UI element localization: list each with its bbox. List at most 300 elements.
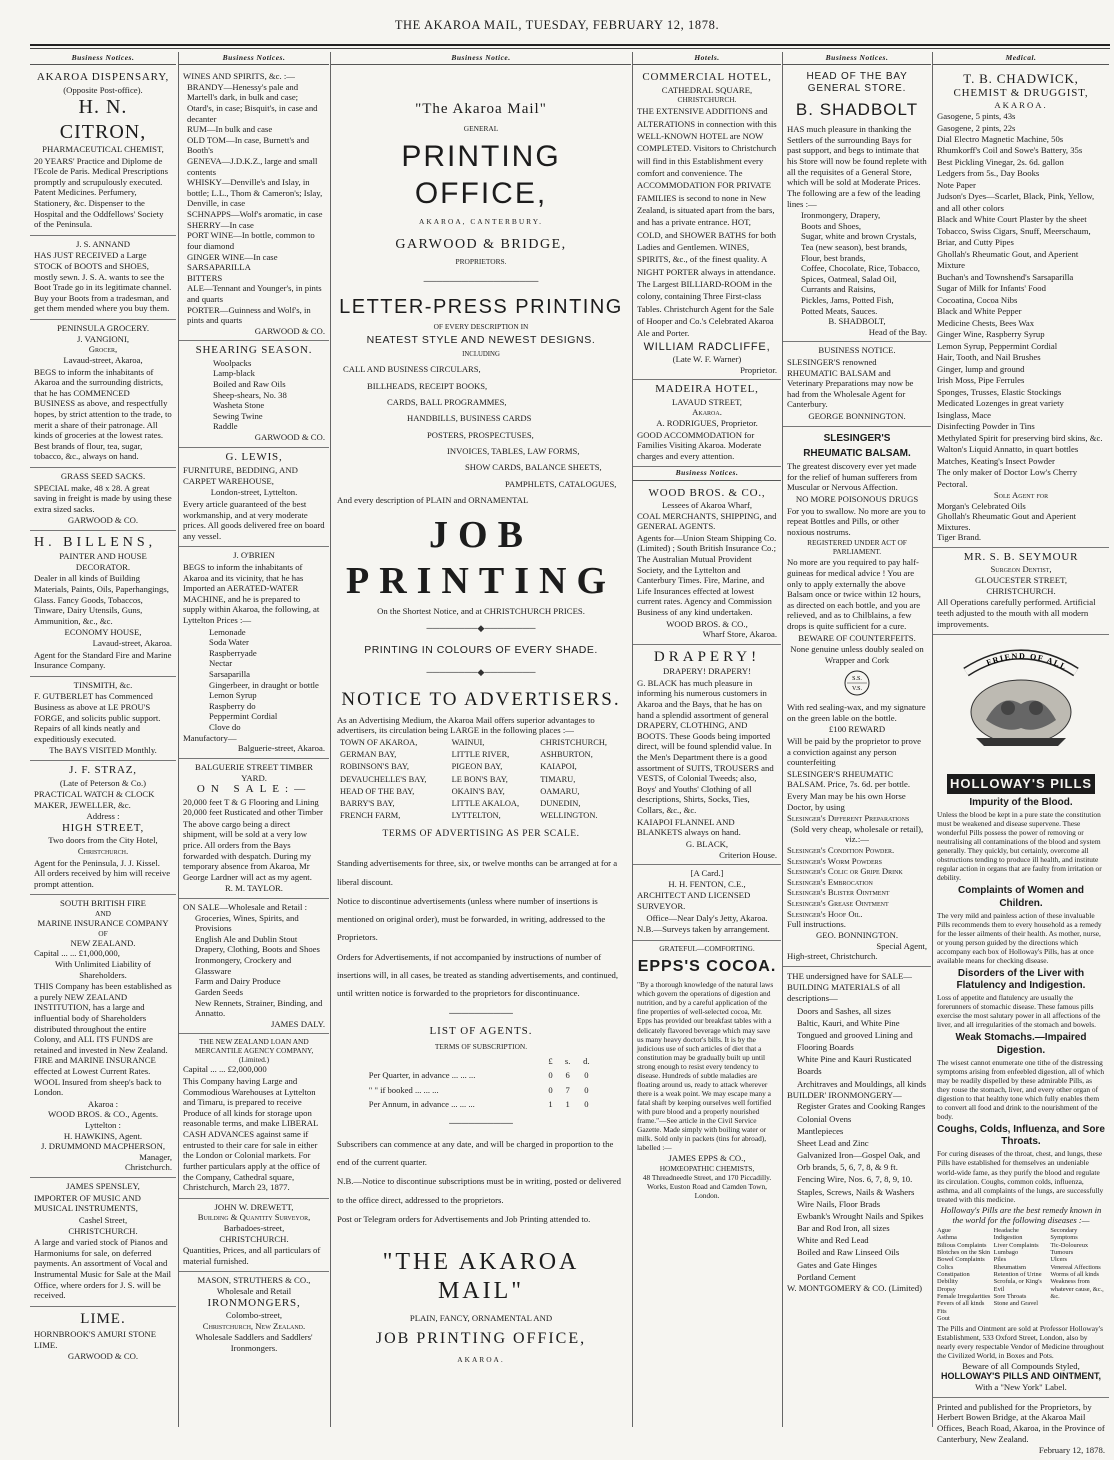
grocery-title: PENINSULA GROCERY. <box>56 323 150 334</box>
subscription-header-cell: £ <box>548 1055 553 1066</box>
disease-item: Secondary Symptoms <box>1050 1226 1078 1242</box>
imprint-text: Printed and published for the Proprietors, by Herbert Bowen Bridge, at the Akaroa Mail Offices, Beach Road, Akaroa, in the Province of Canterbury, New Zealand. <box>937 1401 1105 1444</box>
disease-item: Indigestion <box>993 1234 1023 1242</box>
job-printing-title: JOB PRINTING <box>345 513 617 602</box>
standing-note: Standing advertisements for three, six, or twelve months can be arranged at for a liberal discount. <box>337 858 618 887</box>
epps-addr: 48 Threadneedle Street, and 170 Piccadilly. Works, Euston Road and Camden Town, London. <box>642 1172 772 1200</box>
obrien-manuf: Manufactory— <box>183 732 237 743</box>
subscription-header-cell: s. <box>564 1055 571 1066</box>
wood-name: WOOD BROS. & CO., <box>648 486 766 499</box>
disease-column <box>1050 1227 1105 1323</box>
disease-item: Worms of all kinds <box>1050 1271 1099 1278</box>
subscription-header-row <box>366 1054 596 1068</box>
shearing-sign: GARWOOD & CO. <box>254 432 325 443</box>
vangioni-role: Grocer, <box>88 344 118 355</box>
place-label: AKAROA, CANTERBURY. <box>419 216 543 226</box>
grass-sign: GARWOOD & CO. <box>67 515 139 526</box>
places-body <box>337 737 625 823</box>
seymour-role: Surgeon Dentist, <box>990 564 1052 575</box>
ad-billens <box>30 531 176 677</box>
head-title: HEAD OF THE BAY GENERAL STORE. <box>806 71 908 95</box>
spensley-name: JAMES SPENSLEY, <box>66 1181 140 1192</box>
drewett-name: JOHN W. DREWETT, <box>214 1201 294 1212</box>
places-cell: KAIAPOI, <box>540 762 577 772</box>
lime-body: HORNBROOK'S AMURI STONE LIME. <box>34 1329 157 1350</box>
disease-columns <box>937 1227 1105 1323</box>
rb-reg: REGISTERED UNDER ACT OF PARLIAMENT. <box>807 538 907 557</box>
straz-city: Christchurch. <box>77 845 129 856</box>
mason-trade: IRONMONGERS, <box>207 1296 301 1309</box>
disease-column <box>937 1227 992 1323</box>
friend-text: FRIEND OF ALL <box>985 651 1069 673</box>
h5-heading: Coughs, Colds, Influenza, and Sore Throats. <box>937 1124 1105 1148</box>
printing-office-ad <box>331 68 631 1364</box>
wood-sign: WOOD BROS. & CO., <box>666 618 748 629</box>
every-desc: OF EVERY DESCRIPTION IN <box>433 322 529 332</box>
shadbolt-place: Head of the Bay. <box>868 326 927 337</box>
subscription-cell: 0 <box>584 1099 589 1110</box>
nzlm-body: This Company having Large and Commodious Warehouses at Lyttelton and Timaru, is prepared to receive Produce of all kinds for storage upon reasonable terms, and make LIBERAL CASH ADVANCES against same if entrusted to their care for sale in either the London or Colonial markets. For further particulars apply at the office of the Company, Cathedral square, Christchurch, March 23, 1877. <box>183 1076 320 1193</box>
card-label: [A Card.] <box>690 868 724 879</box>
disease-item: Blotches on the Skin <box>937 1248 991 1256</box>
fenton-office: Office—Near Daly's Jetty, Akaroa. <box>646 912 768 923</box>
commercial-body: THE EXTENSIVE ADDITIONS and ALTERATIONS in connection with this WELL-KNOWN HOTEL are NOW COMPLETED. Visitors to Christchurch will find in this Establishment every comfort and convenience. The ACCOMMODATION FOR PRIVATE FAMILIES is second to none in New Zealand, is situated apart from the bars, and has a private entrance. HOT, COLD, and SHOWER BATHS for both Ladies and Gentlemen. WINES, SPIRITS, &c., of the finest quality. A NIGHT PORTER always in attendance. The Largest BILLIARD-ROOM in the colony, containing Three First-class Tables. Christchurch Agent for the Sale of Hooper and Co.'s Celebrated Akaroa Ale and Porter. <box>637 106 777 339</box>
rb-sold: (Sold very cheap, wholesale or retail), viz.:— <box>790 823 924 845</box>
places-row <box>337 761 625 773</box>
rb-list: Slesinger's Condition Powder. Slesinger's Worm Powders Slesinger's Colic or Gripe Drink Slesinger's Embrocation Slesinger's Blister Ointment Slesinger's Grease Ointment Slesinger's Hoof Oil. <box>787 845 903 919</box>
places-cell: LITTLE RIVER, <box>451 750 510 760</box>
divider-ornament: ────────◆──────── <box>426 622 536 633</box>
citron-body: 20 YEARS' Practice and Diplome de l'Ecole de Paris. Medical Prescriptions promptly and scrupulously executed. Patent Medicines. Perfumery, Stationery, &c. Dispenser to the Hospital and the Oddfellows' Society of the Peninsula. <box>34 155 169 230</box>
sbfm-lyttelton: Lyttelton : <box>85 1120 121 1131</box>
ad-holloway <box>933 635 1109 1398</box>
rb-beware: BEWARE OF COUNTERFEITS. <box>798 632 916 643</box>
madeira-prop: A. RODRIGUES, Proprietor. <box>656 417 758 428</box>
lewis-name: G. LEWIS, <box>225 450 283 463</box>
section-header: Medical. <box>933 52 1109 65</box>
ad-grocery <box>30 320 176 468</box>
citron-name: H. N. CITRON, <box>59 96 147 143</box>
drapery-sign: G. BLACK, <box>685 838 729 849</box>
annand-body: HAS JUST RECEIVED a Large STOCK of BOOTS and SHOES, mostly sewn. J. S. A. wants to see the Boot Trade go in its legitimate channel. Buy your Boots from a tradesman, and get them mended where you buy them. <box>34 250 172 314</box>
sbfm-agents2: H. HAWKINS, Agent. <box>63 1130 143 1141</box>
places-row <box>337 749 625 761</box>
nzlm-capital <box>183 1064 325 1075</box>
lewis-note: Every article guaranteed of the best workmanship, and at very moderate prices. All goods delivered free on board any vessel. <box>183 498 325 541</box>
places-cell: CHRISTCHURCH, <box>540 737 607 747</box>
places-row <box>337 798 625 810</box>
disease-item: Tumours <box>1050 1248 1074 1256</box>
column-4 <box>632 52 781 1427</box>
places-cell: GERMAN BAY, <box>340 750 397 760</box>
proprietors-name: GARWOOD & BRIDGE, <box>395 236 567 252</box>
ad-fenton <box>633 865 781 941</box>
ad-daly <box>179 899 329 1034</box>
ad-wood-bros <box>633 484 781 645</box>
masthead: THE AKAROA MAIL, TUESDAY, FEBRUARY 12, 1878. <box>394 18 720 32</box>
madeira-city: Akaroa. <box>692 407 722 418</box>
fenton-name: H. H. FENTON, C.E., <box>668 878 746 889</box>
wines-title: WINES AND SPIRITS, &c. :— <box>183 71 295 82</box>
straz-body: PRACTICAL WATCH & CLOCK MAKER, JEWELLER, &c. <box>34 789 155 810</box>
vangioni-body: BEGS to inform the inhabitants of Akaroa and the surrounding districts, that he has COMMENCED BUSINESS as above, and respectfully hopes, by strict attention to the trade, to merit a share of their patronage. All kinds of groceries at the lowest rates. Best brands of flour, tea, sugar, tobacco, &c., always on hand. <box>34 366 172 462</box>
places-cell: LYTTELTON, <box>451 811 501 821</box>
seymour-body: All Operations carefully performed. Artificial teeth adjusted to the mouth with all modern improvements. <box>937 597 1096 629</box>
ad-commercial-hotel <box>633 68 781 380</box>
drewett-role: Building & Quantity Surveyor, <box>197 1212 311 1223</box>
drewett-note: Quantities, Prices, and all particulars of material furnished. <box>183 1245 321 1266</box>
bm-list2: Register Grates and Cooking Ranges Colonial Ovens Mantlepieces Sheet Lead and Zinc Galvanized Iron—Gospel Oak, and Orb brands, 5, 6, 7, 8, & 9 ft. Fencing Wire, Nos. 6, 7, 8, 9, 10. Staples, Screws, Nails & Washers Wire Nails, Floor Brads Ewbank's Wrought Nails and Spikes Bar and Rod Iron, all sizes White and Red Lead Boiled and Raw Linseed Oils Gates and Gate Hinges Portland Cement <box>797 1101 926 1282</box>
madeira-addr: LAVAUD STREET, <box>672 396 742 407</box>
h3-heading: Disorders of the Liver with Flatulency and Indigestion. <box>956 967 1086 992</box>
chadwick-name: T. B. CHADWICK, <box>963 71 1079 87</box>
nzlm-capital-value: £2,000,000 <box>227 1064 267 1075</box>
adv-intro: As an Advertising Medium, the Akaroa Mail offers superior advantages to advertisers, its circulation being LARGE in the following places :— <box>337 714 595 736</box>
ad-chadwick <box>933 68 1109 548</box>
h6-heading: Holloway's Pills are the best remedy known in the world for the following diseases :— <box>940 1204 1102 1226</box>
rb-title2: RHEUMATIC BALSAM. <box>803 447 911 459</box>
column-2 <box>178 52 329 1427</box>
bm-list: Doors and Sashes, all sizes Baltic, Kauri, and White Pine Tongued and grooved Lining and Flooring Boards White Pine and Kauri Rusticated Boards Architraves and Mouldings, all kinds <box>797 1005 927 1089</box>
disease-item: Liver Complaints <box>993 1241 1039 1249</box>
lime-title: LIME. <box>80 1310 126 1327</box>
agents-title: LIST OF AGENTS. <box>429 1025 533 1038</box>
places-cell: HEAD OF THE BAY, <box>340 786 415 796</box>
disease-item: Debility <box>937 1278 958 1286</box>
seymour-name: MR. S. B. SEYMOUR <box>963 551 1079 564</box>
straz-name: J. F. STRAZ, <box>69 764 137 777</box>
madeira-name: MADEIRA HOTEL, <box>655 383 759 396</box>
printing-items <box>337 361 625 492</box>
disease-item: Female Irregularities <box>937 1293 991 1301</box>
ad-dispensary <box>30 68 176 236</box>
mason-role: Wholesale and Retail <box>216 1286 292 1296</box>
balguerie-body: 20,000 feet T & G Flooring and Lining 20,000 feet Rusticated and other Timber <box>183 796 323 818</box>
subscription-cell: 1 <box>548 1099 553 1110</box>
shadbolt-name: B. SHADBOLT <box>795 99 919 119</box>
imprint <box>933 1398 1109 1460</box>
citron-role: PHARMACEUTICAL CHEMIST, <box>42 143 164 154</box>
nzlm-limited: (Limited.) <box>238 1055 270 1065</box>
h-beware3: With a "New York" Label. <box>975 1382 1067 1393</box>
h-sold: The Pills and Ointment are sold at Professor Holloway's Establishment, 533 Oxford Street, London, also by nearly every respectable Vendor of Medicine throughout the Civilized World, in Boxes and Pots. <box>937 1323 1104 1360</box>
sbfm-capital-value: £1,000,000, <box>78 948 120 959</box>
balguerie-title: BALGUERIE STREET TIMBER YARD. <box>195 761 313 783</box>
ad-mason <box>179 1272 329 1358</box>
balguerie-sign: R. M. TAYLOR. <box>225 883 283 894</box>
imprint-date: February 12, 1878. <box>1038 1445 1105 1456</box>
rb-title1: SLESINGER'S <box>823 432 891 444</box>
straz-late: (Late of Peterson & Co.) <box>59 777 147 788</box>
bn-sign: GEORGE BONNINGTON. <box>808 411 906 422</box>
places-cell: PIGEON BAY, <box>451 762 503 772</box>
mason-city: Christchurch, New Zealand. <box>202 1320 306 1331</box>
ad-tinsmith <box>30 677 176 761</box>
ad-nzlm <box>179 1034 329 1198</box>
disease-item: Fevers of all kinds <box>937 1300 985 1308</box>
places-cell: BARRY'S BAY, <box>340 799 395 809</box>
sbfm-of: OF <box>98 928 108 938</box>
places-cell: FRENCH FARM, <box>340 811 401 821</box>
disease-item: Ague <box>937 1226 951 1234</box>
printing-item: POSTERS, PROSPECTUSES, <box>427 429 534 440</box>
section-header: Business Notices. <box>783 52 931 65</box>
wood-trade: COAL MERCHANTS, SHIPPING, and GENERAL AGENTS. <box>637 510 777 532</box>
ad-madeira-hotel <box>633 380 781 467</box>
obrien-name: J. O'BRIEN <box>233 550 275 561</box>
epps-title: EPPS'S COCOA. <box>637 957 777 975</box>
rb-drugs-body: For you to swallow. No more are you to repeat Bottles and Pills, or other noxious nostrums. <box>787 505 926 537</box>
disease-item: Bowel Complaints <box>937 1256 985 1264</box>
neatest-line: NEATEST STYLE AND NEWEST DESIGNS. <box>366 334 596 347</box>
seal-bottom: V.S. <box>852 685 862 692</box>
ad-spensley <box>30 1178 176 1307</box>
drewett-city: CHRISTCHURCH. <box>219 1233 289 1244</box>
h2-body: The very mild and painless action of these invaluable Pills recommends them to every household as a remedy for the lesser ailments of their health. As mother, nurse, or young person guided by the directions which accompany each box of Holloway's Pills, has at once available means for checking disease. <box>937 910 1102 965</box>
wines-list: BRANDY—Henessy's pale and Martell's dark, in bulk and case; Otard's, in case; Bisquit's, in case and decanter RUM—In bulk and case OLD TOM—In case, Burnett's and Booth's GENEVA—J.D.K.Z., large and small contents WHISKY—Denville's and Islay, in bottle; L.L., Thom & Cameron's; Islay, Denville, in case SCHNAPPS—Wolf's aromatic, in case SHERRY—In case PORT WINE—In bottle, common to four diamond GINGER WINE—In case SARSAPARILLA BITTERS ALE—Tennant and Younger's, in pints and quarts PORTER—Guinness and Wolf's, in pints and quarts <box>187 81 323 326</box>
places-cell: WELLINGTON. <box>540 811 598 821</box>
printing-item: CARDS, BALL PROGRAMMES, <box>387 396 507 407</box>
disease-column <box>994 1227 1049 1323</box>
divider-ornament: ────────────────── <box>423 275 539 286</box>
sbfm-manager: J. DRUMMOND MACPHERSON, <box>40 1141 166 1152</box>
bm-body: THE undersigned have for SALE— <box>787 970 912 981</box>
places-cell: DUNEDIN, <box>540 799 581 809</box>
nzlm-title: THE NEW ZEALAND LOAN AND MERCANTILE AGENCY COMPANY, <box>194 1037 314 1056</box>
masthead-rule-thin <box>30 48 1110 49</box>
ad-obrien <box>179 547 329 759</box>
obrien-addr: Balguerie-street, Akaroa. <box>237 743 325 754</box>
epps-body: "By a thorough knowledge of the natural laws which govern the operations of digestion and nutrition, and by a careful application of the fine properties of well-selected cocoa, Mr. Epps has provided our breakfast tables with a delicately flavored beverage which may save us many heavy doctor's bills. It is by the judicious use of such articles of diet that a constitution may be gradually built up until strong enough to resist every tendency to disease. Hundreds of subtle maladies are floating around us, ready to attack wherever there is a weak point. We may escape many a fatal shaft by keeping ourselves well fortified with pure blood and a properly nourished frame."—See article in the Civil Service Gazette. Made simply with boiling water or milk. Sold only in packets (tins for abroad), labelled :— <box>637 980 774 1152</box>
disease-item: Gout <box>937 1315 950 1323</box>
commercial-addr: CATHEDRAL SQUARE, <box>661 84 753 95</box>
h-beware: Beware of all Compounds Styled, <box>962 1360 1080 1371</box>
drapery-body: G. BLACK has much pleasure in informing his numerous customers in Akaroa and the Bays, that he has on hand a splendid assortment of general DRAPERY, CLOTHING, AND BOOTS. These Goods being imported direct, will be found splendid value. In the Men's Department there is a good assortment of SUITS, TROUSERS and VESTS, of Colonial Tweeds; also, Boys' and Youths' Clothing of all descriptions, Shirts, Socks, Ties, Collars, &c., &c. <box>637 677 774 816</box>
shadbolt-list: Ironmongery, Drapery, Boots and Shoes, Sugar, white and brown Crystals, Tea (new season), best brands, Flour, best brands, Coffee, Chocolate, Rice, Tobacco, Spices, Oatmeal, Salad Oil, Currants and Raisins, Pickles, Jams, Potted Fish, Potted Meats, Sauces. <box>801 210 920 316</box>
daly-list: Groceries, Wines, Spirits, and Provisions English Ale and Dublin Stout Drapery, Clothing, Boots and Shoes Ironmongery, Crockery and Glassware Farm and Dairy Produce Garden Seeds New Rennets, Strainer, Binding, and Annatto. <box>195 912 323 1019</box>
billens-house: ECONOMY HOUSE, <box>64 627 142 638</box>
section-header: Business Notices. <box>179 52 329 65</box>
disease-item: Tic-Doloureux <box>1050 1241 1089 1249</box>
masthead-rule <box>30 44 1110 46</box>
footer-name: "THE AKAROA MAIL" <box>382 1249 580 1305</box>
billens-body: Dealer in all kinds of Building Materials, Paints, Oils, Paperhangings, Glass. Fancy Goods, Tobaccos, Tinware, Dairy Utensils, Guns, Ammunition, &c., &c. <box>34 573 169 626</box>
dispensary-title: AKAROA DISPENSARY, <box>36 71 170 84</box>
bm-title: BUILDING MATERIALS of all descriptions— <box>787 982 901 1003</box>
mason-addr: Colombo-street, <box>225 1310 283 1321</box>
billens-addr: Lavaud-street, Akaroa. <box>92 638 172 648</box>
orders-note: Orders for Advertisements, if not accompanied by instructions of number of insertions will, in all cases, be treated as standing advertisements, and continued, until written notice is forwarded to the proprietors for discontinuance. <box>337 951 619 999</box>
shearing-title: SHEARING SEASON. <box>195 344 313 357</box>
chadwick-role: CHEMIST & DRUGGIST, <box>953 87 1089 99</box>
printing-item: BILLHEADS, RECEIPT BOOKS, <box>367 380 488 391</box>
annand-name: J. S. ANNAND <box>75 238 131 249</box>
ad-drapery <box>633 645 781 865</box>
holloway-illustration <box>946 642 1096 770</box>
ad-balguerie <box>179 759 329 899</box>
rb-reward-body: Will be paid by the proprietor to prove a conviction against any person counterfeiting <box>787 735 922 768</box>
disease-item: Constipation <box>937 1271 970 1278</box>
mason-name: MASON, STRUTHERS & CO., <box>197 1275 311 1286</box>
chadwick-list: Gasogene, 5 pints, 43s Gasogene, 2 pints, 22s Dial Electro Magnetic Machine, 50s Rhumkorff's Coil and Sowe's Battery, 35s Best Pickling Vinegar, 2s. 6d. gallon Ledgers from 5s., Day Books Note Paper Judson's Dyes—Scarlet, Black, Pink, Yellow, and all other colors Black and White Court Plaster by the sheet Tobacco, Swiss Cigars, Snuff, Meerschaum, Briar, and Cutty Pipes Ghollah's Rheumatic Gout, and Aperient Mixture Buchan's and Townshend's Sarsaparilla Sugar of Milk for Infants' Food Cocoatina, Cocoa Nibs Black and White Pepper Medicine Chests, Bees Wax Ginger Wine, Raspberry Syrup Lemon Syrup, Peppermint Cordial Hair, Tooth, and Nail Brushes Ginger, lump and ground Irish Moss, Pipe Ferrules Sponges, Trusses, Elastic Stockings Medicated Lozenges in great variety Isinglass, Mace Disinfecting Powder in Tins Methylated Spirit for preserving bird skins, &c. Walton's Liquid Annatto, in quart bottles Matches, Keating's Insect Powder The only maker of Doctor Low's Cherry Pectoral. <box>937 111 1103 489</box>
subscription-cell: 6 <box>565 1070 570 1081</box>
proprietors-label: PROPRIETORS. <box>455 256 507 266</box>
ad-annand <box>30 236 176 320</box>
ad-business-notice <box>783 342 931 426</box>
footer-job: JOB PRINTING OFFICE, <box>375 1330 587 1348</box>
discontinue-note: Notice to discontinue advertisements (unless where number of insertions is mentioned on original order), must be forwarded, in writing, addressed to the Proprietors. <box>337 895 606 943</box>
disease-item: Headache <box>993 1226 1019 1234</box>
rb-genuine: None genuine unless doubly sealed on Wrapper and Cork <box>790 644 924 665</box>
places-cell: OKAIN'S BAY, <box>451 786 505 796</box>
rb-full: Full instructions. <box>787 919 846 930</box>
rb-agent: Special Agent, <box>876 940 927 951</box>
subscription-cell: " " if booked ... ... ... <box>368 1084 439 1095</box>
footer-plain: PLAIN, FANCY, ORNAMENTAL AND <box>409 1312 553 1323</box>
paper-name: "The Akaroa Mail" <box>415 101 547 118</box>
disease-item: Lumbago <box>993 1248 1019 1256</box>
places-row <box>337 810 625 822</box>
commercial-late: (Late W. F. Warner) <box>672 354 742 365</box>
shortest-notice: On the Shortest Notice, and at CHRISTCHURCH PRICES. <box>377 606 585 617</box>
epps-sign: JAMES EPPS & CO., <box>668 1152 746 1163</box>
subs-nb: N.B.—Notice to discontinue subscriptions must be in writing, posted or delivered to the office direct, addressed to the proprietors. <box>337 1176 621 1205</box>
bm-iron: BUILDER' IRONMONGERY— <box>787 1089 902 1100</box>
seal-top: S.S. <box>852 675 862 682</box>
grass-body: SPECIAL make, 48 x 28. A great saving in freight is made by using these extra sized sacks. <box>34 482 172 514</box>
drapery-title: DRAPERY! <box>653 648 761 665</box>
rb-seal <box>787 669 927 700</box>
disease-item: Ulcers <box>1050 1256 1068 1264</box>
subscription-table <box>366 1054 596 1112</box>
bn-body: SLESINGER'S renowned RHEUMATIC BALSAM and Veterinary Preparations may now be had from the Wholesale Agent for Canterbury. <box>787 357 914 410</box>
spensley-addr: Cashel Street, <box>78 1214 128 1225</box>
section-header: Business Notices. <box>633 467 781 480</box>
drapery-sub: DRAPERY! DRAPERY! <box>662 666 752 677</box>
shearing-list: Woolpacks Lamp-black Boiled and Raw Oils Sheep-shears, No. 38 Washeta Stone Sewing Twine Raddle <box>213 357 287 432</box>
disease-item: Fits <box>937 1307 947 1315</box>
shadbolt-body: HAS much pleasure in thanking the Settlers of the surrounding Bays for past support, and begs to intimate that his Store will now be found replete with all the requisites of a General Store, which will be sold at Moderate Prices. The following are a few of the leading lines :— <box>787 124 927 209</box>
places-cell: OAMARU, <box>540 786 580 796</box>
sbfm-title: SOUTH BRITISH FIRE <box>60 898 146 909</box>
places-cell: DEVAUCHELLE'S BAY, <box>340 774 427 784</box>
column-6 <box>932 52 1109 1456</box>
places-cell: TIMARU, <box>540 774 576 784</box>
tinsmith-title: TINSMITH, &c. <box>73 679 133 690</box>
section-header: Business Notice. <box>331 52 631 65</box>
disease-item: Rheumatism <box>993 1263 1026 1271</box>
sbfm-manager-city: Christchurch. <box>124 1162 172 1173</box>
disease-item: Weakness from whatever cause, &c., &c. <box>1050 1278 1104 1301</box>
rb-reward: £100 REWARD <box>828 724 886 735</box>
terms-subscription: TERMS OF SUBSCRIPTION. <box>434 1041 528 1051</box>
sbfm-manager-role: Manager, <box>139 1151 172 1162</box>
bn-title: BUSINESS NOTICE. <box>818 345 896 356</box>
commercial-name: COMMERCIAL HOTEL, <box>642 71 772 84</box>
billens-name: H. BILLENS, <box>34 535 157 551</box>
terms-line: TERMS OF ADVERTISING AS PER SCALE. <box>382 828 580 839</box>
sbfm-capital-label: Capital ... ... <box>34 948 77 959</box>
obrien-body: BEGS to inform the inhabitants of Akaroa and its vicinity, that he has Imported an AERATED-WATER MACHINE, and he is prepared to supply within Akaroa, the following, at Lyttelton Prices :— <box>183 561 320 625</box>
disease-item: Venereal Affections <box>1050 1263 1101 1271</box>
sbfm-body: THIS Company has been established as a purely NEW ZEALAND INSTITUTION, has a large and influential body of Shareholders distributed throughout the entire Colony, and ALL ITS FUNDS are retained and invested in New Zealand. FIRE and MARINE INSURANCE effected at Lowest Current Rates. WOOL Insured from sheep's back to London. <box>34 981 172 1098</box>
billens-role: PAINTER AND HOUSE DECORATOR. <box>59 551 147 572</box>
section-header: Business Notices. <box>30 52 176 65</box>
subscription-cell: 0 <box>584 1070 589 1081</box>
subscription-header-cell <box>366 1054 543 1068</box>
places-cell: TOWN OF AKAROA, <box>340 737 418 747</box>
disease-item: Piles <box>993 1256 1007 1264</box>
commercial-prop: Proprietor. <box>740 364 777 375</box>
lime-sign: GARWOOD & CO. <box>67 1351 139 1362</box>
tinsmith-body: F. GUTBERLET has Commenced Business as above at LE PROU'S FORGE, and solicits public support. Repairs of all kinds neatly and expeditiously executed. <box>34 691 161 744</box>
billens-agent: Agent for the Standard Fire and Marine Insurance Company. <box>34 649 172 671</box>
column-3 <box>330 52 631 1427</box>
grass-title: GRASS SEED SACKS. <box>60 471 146 481</box>
grateful-line: GRATEFUL—COMFORTING. <box>659 943 755 953</box>
ad-shearing <box>179 341 329 447</box>
fenton-nb: N.B.—Surveys taken by arrangement. <box>637 924 770 935</box>
subscription-cell: 0 <box>548 1070 553 1081</box>
tinsmith-bays: The BAYS VISITED Monthly. <box>49 745 157 756</box>
subscription-header-cell: d. <box>583 1055 590 1066</box>
disease-item: Sore Throats <box>993 1293 1027 1301</box>
letterpress-title: LETTER-PRESS PRINTING <box>339 295 623 318</box>
daly-sign: JAMES DALY. <box>271 1018 325 1029</box>
seymour-addr: GLOUCESTER STREET, <box>974 575 1068 586</box>
holloway-banner: HOLLOWAY'S PILLS <box>947 774 1095 794</box>
nzlm-capital-label: Capital ... ... <box>183 1064 226 1075</box>
subscription-cell: 1 <box>565 1099 570 1110</box>
spensley-city: CHRISTCHURCH. <box>68 1225 138 1236</box>
vangioni-name: J. VANGIONI, <box>76 333 130 344</box>
disease-item: Retention of Urine <box>993 1271 1042 1278</box>
places-cell: ROBINSON'S BAY, <box>340 762 409 772</box>
printing-item: HANDBILLS, BUSINESS CARDS <box>407 413 532 424</box>
places-table <box>337 737 625 823</box>
seymour-city: CHRISTCHURCH. <box>986 585 1056 596</box>
shadbolt-sign: B. SHADBOLT, <box>828 316 886 327</box>
post-telegram: Post or Telegram orders for Advertisements and Job Printing attended to. <box>337 1213 591 1224</box>
general-label: GENERAL <box>463 124 499 134</box>
places-cell: ASHBURTON, <box>540 750 593 760</box>
sbfm-agents1: WOOD BROS. & CO., Agents. <box>47 1109 159 1120</box>
straz-addr2: Two doors from the City Hotel, <box>48 835 158 846</box>
sbfm-liability: With Unlimited Liability of Shareholders. <box>55 958 151 980</box>
rb-sign: GEO. BONNINGTON. <box>815 929 899 940</box>
sbfm-title3: NEW ZEALAND. <box>70 937 136 948</box>
ad-lime <box>30 1307 176 1366</box>
chadwick-agent-list: Morgan's Celebrated Oils Ghollah's Rheumatic Gout and Aperient Mixtures. Tiger Brand. <box>937 500 1077 543</box>
including-label: INCLUDING <box>462 350 500 358</box>
places-cell: LITTLE AKALOA, <box>451 799 520 809</box>
disease-item: Bilious Complaints <box>937 1241 987 1249</box>
ad-lewis <box>179 448 329 548</box>
rb-body: The greatest discovery ever yet made for the relief of human sufferers from Muscular or Nervous Affection. <box>787 461 918 493</box>
subscription-cell: 7 <box>565 1084 570 1095</box>
bm-sign: W. MONTGOMERY & CO. (Limited) <box>787 1282 922 1293</box>
commercial-city: CHRISTCHURCH. <box>677 95 737 105</box>
ad-grass-seed <box>30 468 176 531</box>
rb-addr: High-street, Christchurch. <box>787 951 878 962</box>
wines-sign: GARWOOD & CO. <box>254 325 325 336</box>
subscription-body <box>366 1054 596 1112</box>
divider-ornament: ────────── <box>449 1008 513 1019</box>
ad-building-materials <box>783 967 931 1298</box>
drapery-house: Criterion House. <box>719 849 777 860</box>
places-row <box>337 786 625 798</box>
mason-note: Wholesale Saddlers and Saddlers' Ironmongers. <box>195 1332 313 1353</box>
